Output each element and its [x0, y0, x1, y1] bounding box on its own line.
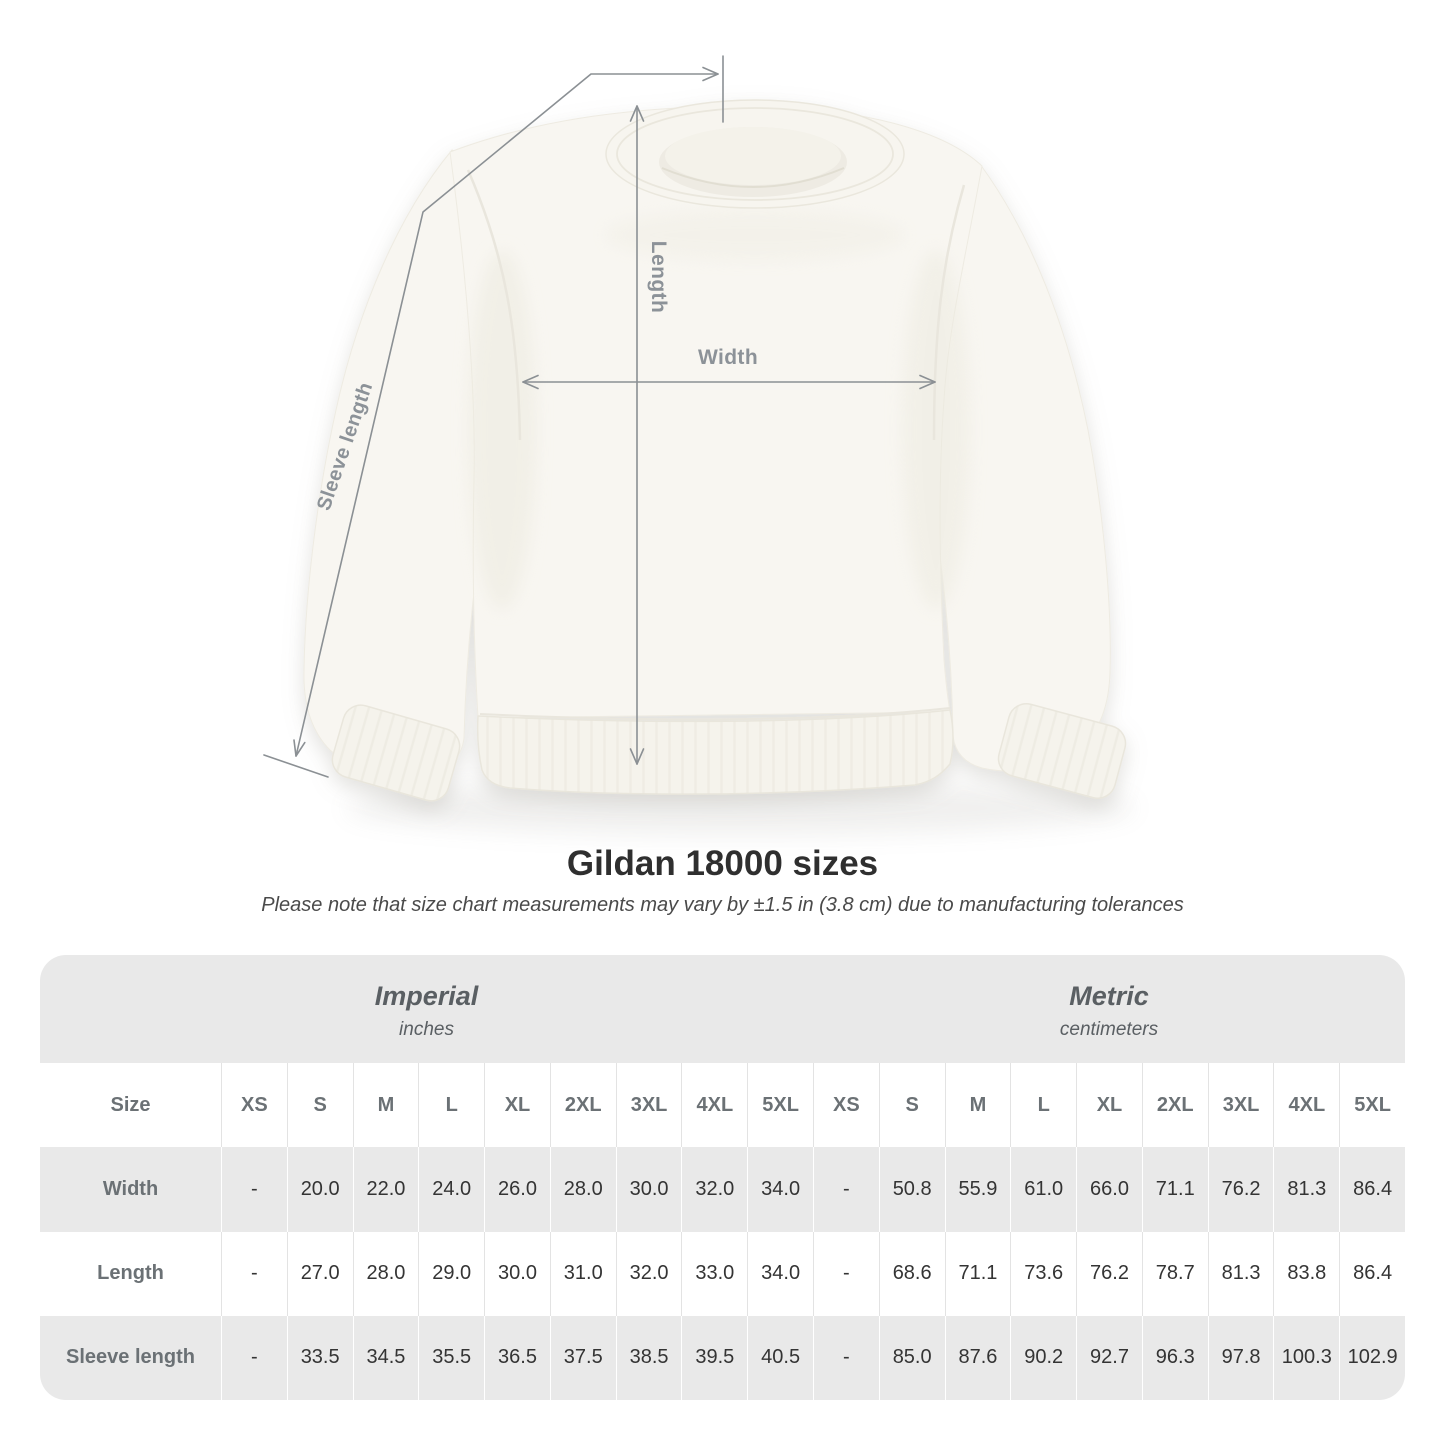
value-cell: 68.6 — [879, 1232, 945, 1316]
value-cell: 30.0 — [616, 1147, 682, 1231]
value-cell: 76.2 — [1208, 1147, 1274, 1231]
size-header-cell: XL — [484, 1063, 550, 1147]
size-header-cell: XL — [1076, 1063, 1142, 1147]
value-cell: 33.5 — [287, 1316, 353, 1400]
value-cell: 20.0 — [287, 1147, 353, 1231]
value-cell: 36.5 — [484, 1316, 550, 1400]
metric-title: Metric — [1069, 981, 1149, 1011]
value-cell: 66.0 — [1076, 1147, 1142, 1231]
value-cell: 39.5 — [681, 1316, 747, 1400]
value-cell: 29.0 — [418, 1232, 484, 1316]
page-title: Gildan 18000 sizes — [566, 844, 879, 883]
size-header-cell: 5XL — [747, 1063, 813, 1147]
size-header-cell: XS — [813, 1063, 879, 1147]
value-cell: 78.7 — [1142, 1232, 1208, 1316]
size-header-cell: 4XL — [681, 1063, 747, 1147]
size-header-cell: M — [353, 1063, 419, 1147]
size-header-cell: 3XL — [616, 1063, 682, 1147]
value-cell: - — [221, 1232, 287, 1316]
imperial-title: Imperial — [374, 981, 479, 1011]
value-cell: 86.4 — [1339, 1232, 1405, 1316]
value-cell: 97.8 — [1208, 1316, 1274, 1400]
size-header-cell: M — [945, 1063, 1011, 1147]
size-header-cell: 4XL — [1273, 1063, 1339, 1147]
value-cell: 35.5 — [418, 1316, 484, 1400]
value-cell: 71.1 — [1142, 1147, 1208, 1231]
metric-header — [813, 955, 1405, 1063]
value-cell: 102.9 — [1339, 1316, 1405, 1400]
value-cell: 87.6 — [945, 1316, 1011, 1400]
metric-unit: centimeters — [1059, 1019, 1159, 1040]
value-cell: 55.9 — [945, 1147, 1011, 1231]
value-cell: 61.0 — [1010, 1147, 1076, 1231]
width-label: Width — [697, 346, 759, 369]
value-cell: - — [221, 1316, 287, 1400]
imperial-header — [40, 955, 813, 1063]
value-cell: 31.0 — [550, 1232, 616, 1316]
value-cell: 81.3 — [1273, 1147, 1339, 1231]
size-header-cell: 2XL — [550, 1063, 616, 1147]
length-label: Length — [647, 240, 670, 314]
value-cell: 81.3 — [1208, 1232, 1274, 1316]
unit-header-band — [40, 955, 1405, 1063]
value-cell: 32.0 — [616, 1232, 682, 1316]
value-cell: 38.5 — [616, 1316, 682, 1400]
value-cell: 37.5 — [550, 1316, 616, 1400]
value-cell: 50.8 — [879, 1147, 945, 1231]
value-cell: 28.0 — [353, 1232, 419, 1316]
value-cell: 40.5 — [747, 1316, 813, 1400]
value-cell: - — [813, 1147, 879, 1231]
value-cell: 27.0 — [287, 1232, 353, 1316]
value-cell: 96.3 — [1142, 1316, 1208, 1400]
size-column-header: Size — [40, 1063, 221, 1147]
value-cell: 33.0 — [681, 1232, 747, 1316]
value-cell: 90.2 — [1010, 1316, 1076, 1400]
cuff-tick-line — [264, 755, 328, 777]
row-label: Length — [40, 1232, 221, 1316]
size-header-cell: 5XL — [1339, 1063, 1405, 1147]
size-header-cell: 3XL — [1208, 1063, 1274, 1147]
value-cell: 76.2 — [1076, 1232, 1142, 1316]
imperial-unit: inches — [399, 1019, 454, 1040]
size-header-cell: S — [879, 1063, 945, 1147]
value-cell: 73.6 — [1010, 1232, 1076, 1316]
value-cell: 34.0 — [747, 1147, 813, 1231]
size-header-cell: S — [287, 1063, 353, 1147]
size-grid — [40, 1063, 1405, 1400]
value-cell: 24.0 — [418, 1147, 484, 1231]
value-cell: - — [813, 1232, 879, 1316]
value-cell: 34.0 — [747, 1232, 813, 1316]
value-cell: 85.0 — [879, 1316, 945, 1400]
value-cell: - — [813, 1316, 879, 1400]
size-header-cell: L — [1010, 1063, 1076, 1147]
tolerance-note: Please note that size chart measurements may vary by ±1.5 in (3.8 cm) due to manufacturing tolerances — [261, 894, 1184, 916]
value-cell: 26.0 — [484, 1147, 550, 1231]
size-header-cell: 2XL — [1142, 1063, 1208, 1147]
row-label: Sleeve length — [40, 1316, 221, 1400]
size-table — [40, 955, 1405, 1400]
value-cell: 34.5 — [353, 1316, 419, 1400]
sleeve-length-label: Sleeve length — [312, 379, 378, 514]
value-cell: 32.0 — [681, 1147, 747, 1231]
value-cell: 22.0 — [353, 1147, 419, 1231]
value-cell: 92.7 — [1076, 1316, 1142, 1400]
value-cell: 28.0 — [550, 1147, 616, 1231]
value-cell: 71.1 — [945, 1232, 1011, 1316]
value-cell: 30.0 — [484, 1232, 550, 1316]
size-header-cell: L — [418, 1063, 484, 1147]
value-cell: 86.4 — [1339, 1147, 1405, 1231]
size-header-cell: XS — [221, 1063, 287, 1147]
value-cell: - — [221, 1147, 287, 1231]
value-cell: 83.8 — [1273, 1232, 1339, 1316]
value-cell: 100.3 — [1273, 1316, 1339, 1400]
row-label: Width — [40, 1147, 221, 1231]
